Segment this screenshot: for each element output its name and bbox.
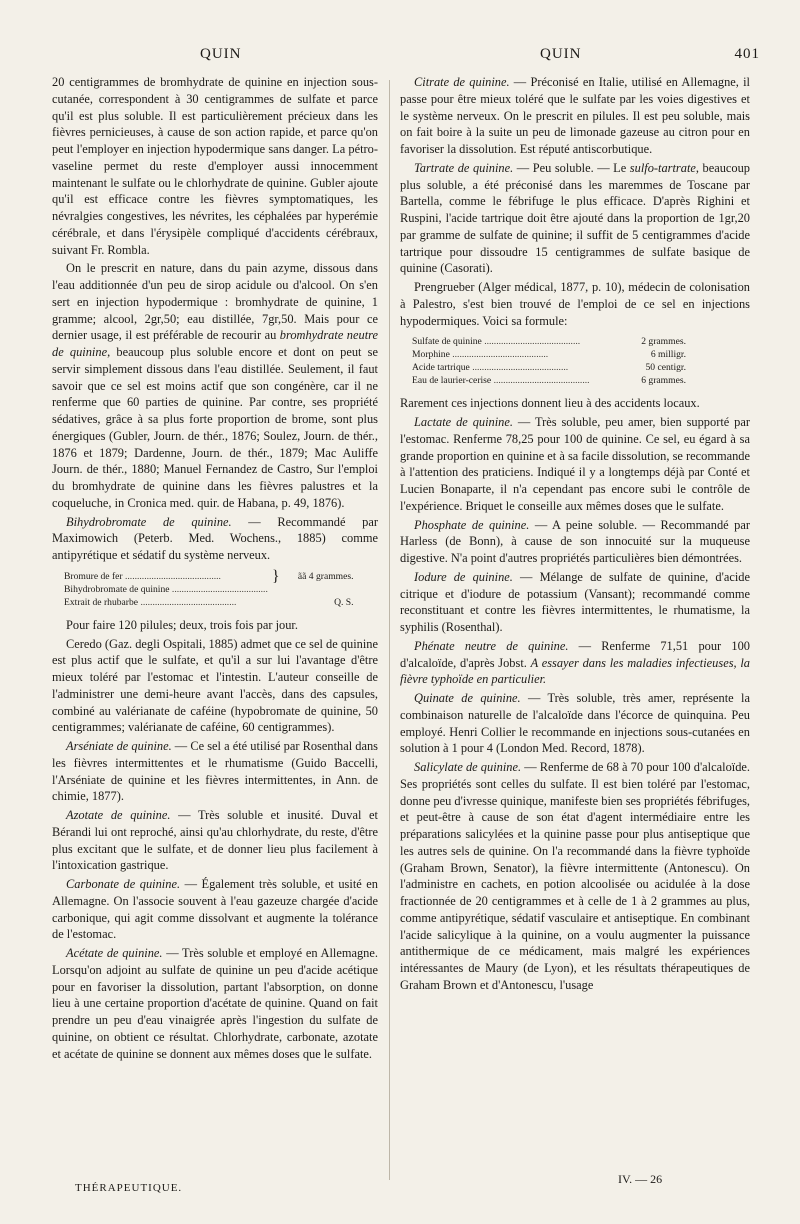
entry-body: — Mélange de sulfate de quinine, d'acide citrique et d'iodure de potassium (Vansant); recommandé comme reconstituant et contre les fièvres intermittentes, le rhumatisme, la syphilis (Rosenthal). [400,569,750,634]
entry-heading: Carbonate de quinine. [66,877,181,891]
entry-body: — Renferme 71,51 pour 100 d'alcaloïde, d'après Jobst. [400,638,750,670]
formula-row [64,570,358,583]
text-run: On le prescrit en nature, dans du pain azyme, dissous dans l'eau additionnée d'un peu de sirop acidule ou d'alcool. On s'en sert en injection hypodermique : bromhydrate de quinine, 1 gramme; alcool, 2gr,50; eau distillée, 7gr,50. Mais pour ce dernier usage, il est préférable de recourir au [52,261,378,343]
ingredient-quantity: 6 grammes. [641,375,686,387]
paragraph: Ceredo (Gaz. degli Ospitali, 1885) admet que ce sel de quinine est plus actif que le sulfate, et qu'il a sur lui l'avantage d'être mieux toléré par l'estomac et l'intestin. L'auteur conseille de l'administrer une demi-heure avant l'accès, dans des capsules, combiné au valérianate de caféine (hypobromate de quinine, 50 centigrammes; valérianate de caféine, 60 centigrammes). [52,636,378,735]
entry-paragraph [400,690,750,757]
entry-heading: Lactate de quinine. [414,415,513,429]
entry-paragraph [52,876,378,943]
emphasis: A essayer dans les maladies infectieuses, la fièvre typhoïde en particulier. [400,655,750,687]
entry-heading: Bihydrobromate de quinine. [66,514,232,529]
entry-paragraph [400,160,750,277]
ingredient-name: Eau de laurier-cerise ..... [412,374,616,387]
formula-row [64,596,358,609]
brace-symbol: } [271,567,280,585]
ingredient-quantity: 50 centigr. [645,362,686,374]
entry-heading: Phénate neutre de quinine. [414,638,569,653]
entry-body: — Très soluble et employé en Allemagne. Lorsqu'on adjoint au sulfate de quinine un peu d'acide acétique pour en favoriser la dissolution, partant l'absorption, on donne lieu à une certaine proportion d'acétate de quinine. Quand on fait prendre un peu d'eau vinaigrée après l'ingestion du sulfate de quinine, on obtient ce résultat. Chlorhydrate, carbonate, azotate et acétate de quinine se donnent aux mêmes doses que le sulfate. [52,946,378,1061]
entry-paragraph [400,569,750,636]
entry-paragraph [400,759,750,994]
entry-heading: Citrate de quinine. [414,75,510,89]
running-title-left: QUIN [200,46,242,62]
entry-heading: Tartrate de quinine. [414,160,514,175]
entry-heading: Iodure de quinine. [414,569,513,584]
ingredient-quantity: ãã 4 grammes. [297,570,354,582]
formula-table [64,567,358,609]
formula-row [412,374,690,387]
entry-heading: Phosphate de quinine. [414,517,530,532]
entry-body: — Très soluble et inusité. Duval et Bérandi lui ont reproché, ainsi qu'au chlorhydrate, du reste, d'être plus excitant que le sulfate, et de donner lieu plus facilement à l'intoxication gastrique. [52,808,378,873]
formula-row [412,335,690,348]
formula-row [412,361,690,374]
entry-body: — Également très soluble, et usité en Allemagne. On l'associe souvent à l'eau gazeuze chargée d'acide carbonique, qui agit comme dissolvant et augmente la tolérance de l'estomac. [52,877,378,942]
entry-heading: Salicylate de quinine. [414,760,522,774]
entry-body: — Peu soluble. — Le [513,160,630,175]
formula-table [412,335,690,387]
emphasis: bromhydrate neutre de quinine [52,328,378,359]
entry-heading: Quinate de quinine. [414,691,521,705]
ingredient-name: Acide tartrique ..... [412,361,616,374]
ingredient-name: Bromure de fer ..... [64,570,272,583]
paragraph: Prengrueber (Alger médical, 1877, p. 10), médecin de colonisation à Palestro, s'est bien trouvé de l'emploi de ce sel en injections hypodermiques. Voici sa formule: [400,280,750,328]
entry-paragraph [400,517,750,567]
ingredient-quantity: 2 grammes. [641,336,686,348]
ingredient-name: Morphine ..... [412,348,616,361]
entry-heading: Acétate de quinine. [66,946,163,960]
page-number: 401 [734,46,760,62]
text-run: , beaucoup plus soluble encore et dont on peut se servir simplement dissous dans l'eau distillée. Seulement, il faut savoir que ce sel est moins actif que son congénère, car il ne renferme que 60 parties de quinine. Par contre, ses propriété sédatives, grâce à sa plus forte proportion de brome, sont plus énergiques (Gubler, Journ. de thér., 1876; Soulez, Journ. de thér., 1876 et 1879; Dardenne, Journ. de thér., 1879; Mac Auliffe Journ. de thér., 1880; Manuel Fernandez de Castro, Sur l'emploi du bromhydrate de quinine dans les fièvres palustres et la coqueluche, in Cronica med. quir. de Habana, p. 49, 1876). [52,345,378,510]
column-divider [389,80,390,1180]
entry-body: — Préconisé en Italie, utilisé en Allemagne, il passe pour être mieux toléré que le sulfate par les voies digestives et le système nerveux. On le prescrit en pilules. Il est peu soluble, mais on fait boire à la suite un peu de limonade gazeuse au citron pour en favoriser la dissolution. Est réputé antiscorbutique. [400,75,750,156]
volume-signature: IV. — 26 [618,1172,663,1186]
entry-body: — A peine soluble. — Recommandé par Harless (de Bonn), à cause de son innocuité sur la muqueuse digestive. N'a point d'autres propriétés particulières bien démontrées. [400,517,750,565]
entry-paragraph [52,945,378,1062]
entry-paragraph [400,74,750,158]
right-column [400,74,750,996]
entry-paragraph [52,807,378,874]
paragraph: Pour faire 120 pilules; deux, trois fois par jour. [66,617,298,632]
running-title-right: QUIN [540,46,582,62]
entry-paragraph [52,514,378,564]
ingredient-name: Sulfate de quinine ..... [412,335,616,348]
entry-paragraph [400,414,750,515]
left-column [52,74,378,1064]
entry-paragraph [52,738,378,805]
entry-body: — Renferme de 68 à 70 pour 100 d'alcaloïde. Ses propriétés sont celles du sulfate. Il est bien toléré par l'estomac, donne peu d'ivresse quinique, manifeste bien ses propriétés fébrifuges, et peut-être à cause de son état d'agent intermédiaire entre les préparations salicylées et la quinine passe pour plus antiseptique que les autres sels de quinine. On l'a recommandé dans la fièvre typhoïde (Graham Brown, Senator), la fièvre intermittente (Antonescu). On l'administre en cachets, en potion alcoolisée ou acidulée à la dose fractionnée de 20 centigrammes et à celle de 1 à 2 grammes au plus, comme antipyrétique, sédatif vasculaire et antiseptique. En combinant l'acide salicylique à la quinine, on a voulu augmenter la puissance antithermique de ce médicament, mais malgré les expériences intéressantes de Maury (de Lyon), et les résultats thérapeutiques de Graham Brown et d'Antonescu, l'usage [400,760,750,992]
paragraph [52,260,378,511]
running-header [40,46,760,70]
ingredient-name: Extrait de rhubarbe ..... [64,596,272,609]
ingredient-quantity: 6 milligr. [650,349,686,361]
entry-body: — Très soluble, peu amer, bien supporté par l'estomac. Renferme 78,25 pour 100 de quinine. Ce sel, eu égard à sa grande proportion en quinine et à sa facile dissolution, se recommande à l'attention des praticiens. Indiqué il y a longtemps déjà par Conté et Lucien Bonaparte, il n'a cependant pas encore subi le contrôle de l'expérience. Briquet le conseille aux mêmes doses que le sulfate. [400,415,751,513]
signature-mark: THÉRAPEUTIQUE. [75,1182,183,1194]
paragraph: Rarement ces injections donnent lieu à des accidents locaux. [400,396,700,411]
entry-heading: Arséniate de quinine. [66,739,172,753]
entry-body: — Recommandé par Maximowich (Peterb. Med. Wochens., 1885) comme antipyrétique et sédatif du système nerveux. [52,514,378,562]
formula-row [412,348,690,361]
ingredient-name: Bihydrobromate de quinine ..... [64,583,272,596]
entry-body: , beaucoup plus soluble, a été préconisé dans les maremmes de Toscane par Bartella, comme le fébrifuge le plus efficace. D'après Righini et Ruspini, l'acide tartrique doit être ajouté dans la proportion de 1gr,20 par gramme de sulfate de quinine; il suffit de 5 centigrammes d'acide tartrique pour dissoudre 15 centigrammes de sulfate basique de quinine (Casorati). [400,160,751,276]
emphasis: sulfo-tartrate [629,160,696,175]
paragraph: 20 centigrammes de bromhydrate de quinine en injection sous-cutanée, correspondent à 30 centigrammes de sulfate et parce qu'il est plus soluble. Il est particulièrement précieux dans les fièvres pernicieuses, à cause de son action rapide, et parce qu'on peut l'employer en injection hypodermique sans danger. La pétro-vaseline permet du reste d'employer aussi innocemment maintenant le sulfate ou le chlorhydrate de quinine. Gubler ajoute qu'il est efficace contre les fièvres symptomatiques, les névralgies congestives, les névrites, les céphalées par hyperémie cérébrale, et dans l'érysipèle compliqué d'accidents cérébraux, suivant Fr. Rombla. [52,75,378,257]
entry-body: — Très soluble, très amer, représente la combinaison naturelle de l'alcaloïde dans l'écorce de quinquina. Peu employé. Henri Collier le recommande en injections sous-cutanées en solution à 1 pour 4 (London Med. Record, 1878). [400,691,750,756]
entry-heading: Azotate de quinine. [66,808,171,822]
entry-body: — Ce sel a été utilisé par Rosenthal dans les fièvres intermittentes et le rhumatisme (Guido Baccelli, l'Arséniate de quinine et les fièvres intermittentes, in Ann. de chimie, 1877). [52,739,378,804]
ingredient-quantity: Q. S. [334,596,354,608]
entry-paragraph [400,638,750,688]
